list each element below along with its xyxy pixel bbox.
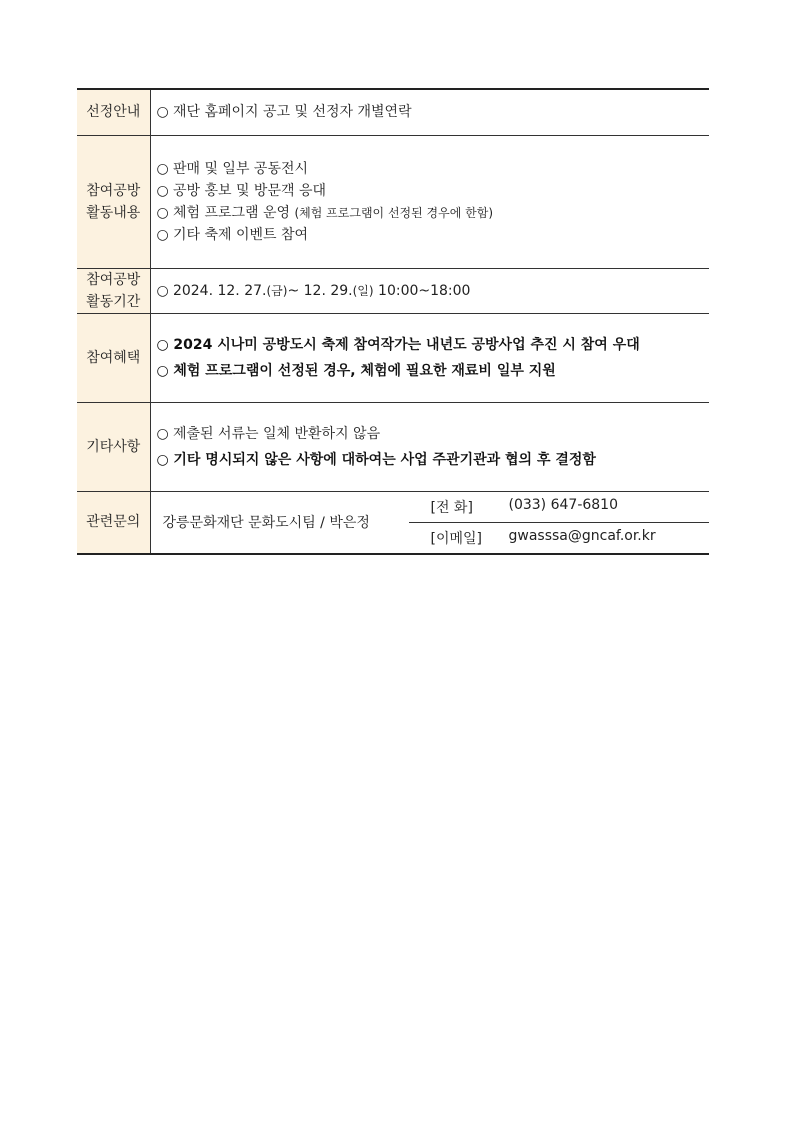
label-benefits: [77, 313, 150, 402]
circle-bullet-icon: ○: [156, 451, 169, 468]
content-selection: [150, 89, 709, 135]
list-item: [157, 447, 710, 473]
email-label: [이메일]: [430, 530, 482, 547]
item-text: 공방 홍보 및 방문객 응대: [172, 182, 326, 199]
period-separator: ~: [287, 282, 304, 299]
circle-bullet-icon: ○: [156, 204, 169, 221]
content-activities: [150, 135, 709, 268]
label-activities: [77, 135, 150, 268]
period-time: 10:00~18:00: [378, 282, 471, 299]
label-period: [77, 268, 150, 313]
circle-bullet-icon: ○: [156, 226, 169, 243]
label-benefits-text: 참여혜택: [86, 349, 141, 366]
circle-bullet-icon: ○: [156, 282, 169, 299]
label-period-line1: 참여공방: [86, 271, 141, 288]
row-others: [77, 402, 709, 491]
item-text: 체험 프로그램 운영: [172, 204, 295, 221]
phone-label: [전 화]: [430, 499, 473, 516]
label-others: [77, 402, 150, 491]
info-table: [77, 88, 709, 555]
content-benefits: [150, 313, 709, 402]
list-item: [157, 224, 710, 246]
list-item: [157, 358, 710, 384]
circle-bullet-icon: ○: [156, 336, 169, 353]
row-contact: [77, 491, 709, 554]
content-period: [150, 268, 709, 313]
period-date-start: 2024. 12. 27.: [172, 282, 267, 299]
contact-divider: [409, 522, 710, 523]
email-address[interactable]: gwasssa@gncaf.or.kr: [508, 527, 656, 544]
label-others-text: 기타사항: [86, 438, 141, 455]
circle-bullet-icon: ○: [156, 425, 169, 442]
label-contact-text: 관련문의: [86, 514, 141, 530]
row-selection: [77, 89, 709, 135]
period-line: [157, 280, 710, 302]
item-text: 기타 축제 이벤트 참여: [172, 226, 309, 243]
label-selection-text: 선정안내: [86, 104, 141, 121]
label-period-line2: 활동기간: [86, 293, 141, 310]
period-day-start: (금): [266, 283, 288, 298]
circle-bullet-icon: ○: [156, 362, 169, 379]
content-contact: [150, 491, 709, 554]
contact-block: [151, 492, 710, 553]
circle-bullet-icon: ○: [156, 182, 169, 199]
label-selection: [77, 89, 150, 135]
item-text: 판매 및 일부 공동전시: [172, 160, 309, 177]
list-item: [157, 332, 710, 358]
item-text: 체험 프로그램이 선정된 경우, 체험에 필요한 재료비 일부 지원: [173, 362, 556, 379]
label-activities-line1: 참여공방: [86, 182, 141, 199]
row-period: [77, 268, 709, 313]
item-text: 재단 홈페이지 공고 및 선정자 개별연락: [172, 104, 412, 121]
phone-number: (033) 647-6810: [508, 496, 618, 513]
list-item: [157, 180, 710, 202]
list-item: [157, 158, 710, 180]
period-day-end: (일): [352, 283, 374, 298]
item-text: 기타 명시되지 않은 사항에 대하여는 사업 주관기관과 협의 후 결정함: [173, 451, 596, 468]
period-date-end: 12. 29.: [303, 282, 353, 299]
item-note: (체험 프로그램이 선정된 경우에 한함): [294, 205, 494, 220]
label-contact: [77, 491, 150, 554]
label-activities-line2: 활동내용: [86, 204, 141, 221]
row-benefits: [77, 313, 709, 402]
content-others: [150, 402, 709, 491]
list-item: [157, 101, 710, 123]
list-item: [157, 421, 710, 447]
item-text: 제출된 서류는 일체 반환하지 않음: [172, 425, 381, 442]
list-item: [157, 202, 710, 224]
circle-bullet-icon: ○: [156, 160, 169, 177]
item-text: 2024 시나미 공방도시 축제 참여작가는 내년도 공방사업 추진 시 참여 우대: [173, 336, 640, 353]
row-activities: [77, 135, 709, 268]
contact-person: 강릉문화재단 문화도시팀 / 박은정: [162, 514, 370, 531]
circle-bullet-icon: ○: [156, 104, 169, 121]
